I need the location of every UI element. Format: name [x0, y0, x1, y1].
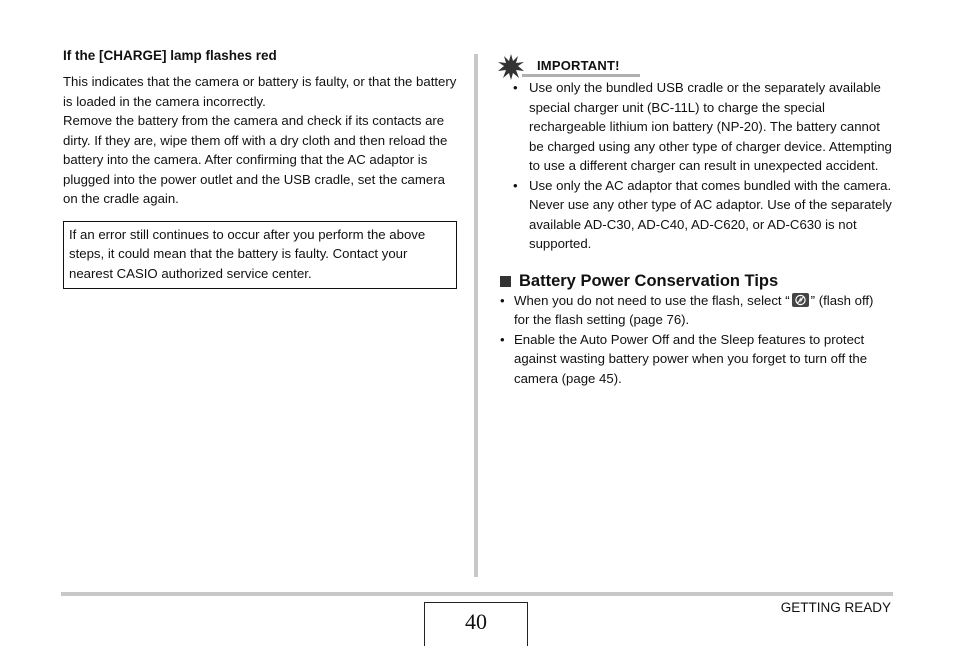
list-item: [500, 330, 892, 389]
right-column: [500, 54, 892, 388]
section-heading: If the [CHARGE] lamp flashes red: [63, 48, 277, 63]
important-label: IMPORTANT!: [537, 58, 620, 73]
list-item-text: Use only the AC adaptor that comes bundled with the camera. Never use any other type of AC adaptor. Use of the separately available AD-C30, AD-C40, AD-C620, or AD-C630 is not supported.: [529, 177, 892, 251]
section-title: [500, 272, 892, 291]
notice-box: [63, 221, 457, 290]
page-number-box: [424, 602, 528, 646]
paragraph: Remove the battery from the camera and check if its contacts are dirty. If they are, wipe them off with a dry cloth and then reload the battery into the camera. After confirming that the AC adaptor is plugged into the power outlet and the USB cradle, set the camera on the cradle again.: [63, 113, 448, 206]
bullet: •: [500, 292, 505, 308]
footer-divider: [61, 592, 893, 596]
tips-list: [500, 291, 892, 389]
square-bullet-icon: [500, 276, 511, 287]
important-list: [500, 78, 892, 254]
flash-off-icon: [792, 293, 809, 307]
bullet: •: [513, 177, 518, 193]
column-divider: [474, 54, 478, 577]
starburst-icon: [498, 54, 524, 80]
notice-text: If an error still continues to occur after you perform the above steps, it could mean that the battery is faulty. Contact your nearest CASIO authorized service center.: [69, 226, 426, 281]
important-underline: [522, 74, 640, 77]
bullet: •: [513, 80, 518, 95]
list-item-text: Use only the bundled USB cradle or the separately available special charger unit (BC-11L) to charge the special rechargeable lithium ion battery (NP-20). The battery cannot be charged using any other type of charger device. Attempting to use a different charger can result in unexpected accident.: [529, 80, 892, 173]
list-item: [500, 291, 892, 330]
list-item: [500, 78, 892, 176]
paragraph: This indicates that the camera or battery is faulty, or that the battery is loaded in the camera incorrectly.: [63, 74, 457, 109]
left-column: [63, 48, 457, 289]
list-item-text: Enable the Auto Power Off and the Sleep features to protect against wasting battery power when you forget to turn off the camera (page 45).: [514, 331, 868, 386]
bullet: •: [500, 331, 505, 347]
page-number: 40: [465, 609, 487, 634]
tip-text-end: ” (flash off) for the flash setting (page 76).: [514, 292, 874, 327]
tip-text-start: When you do not need to use the flash, select “: [514, 292, 790, 308]
list-item: [500, 176, 892, 254]
chapter-name: GETTING READY: [780, 600, 891, 615]
important-header: [500, 54, 892, 78]
section-title-text: Battery Power Conservation Tips: [519, 271, 779, 290]
